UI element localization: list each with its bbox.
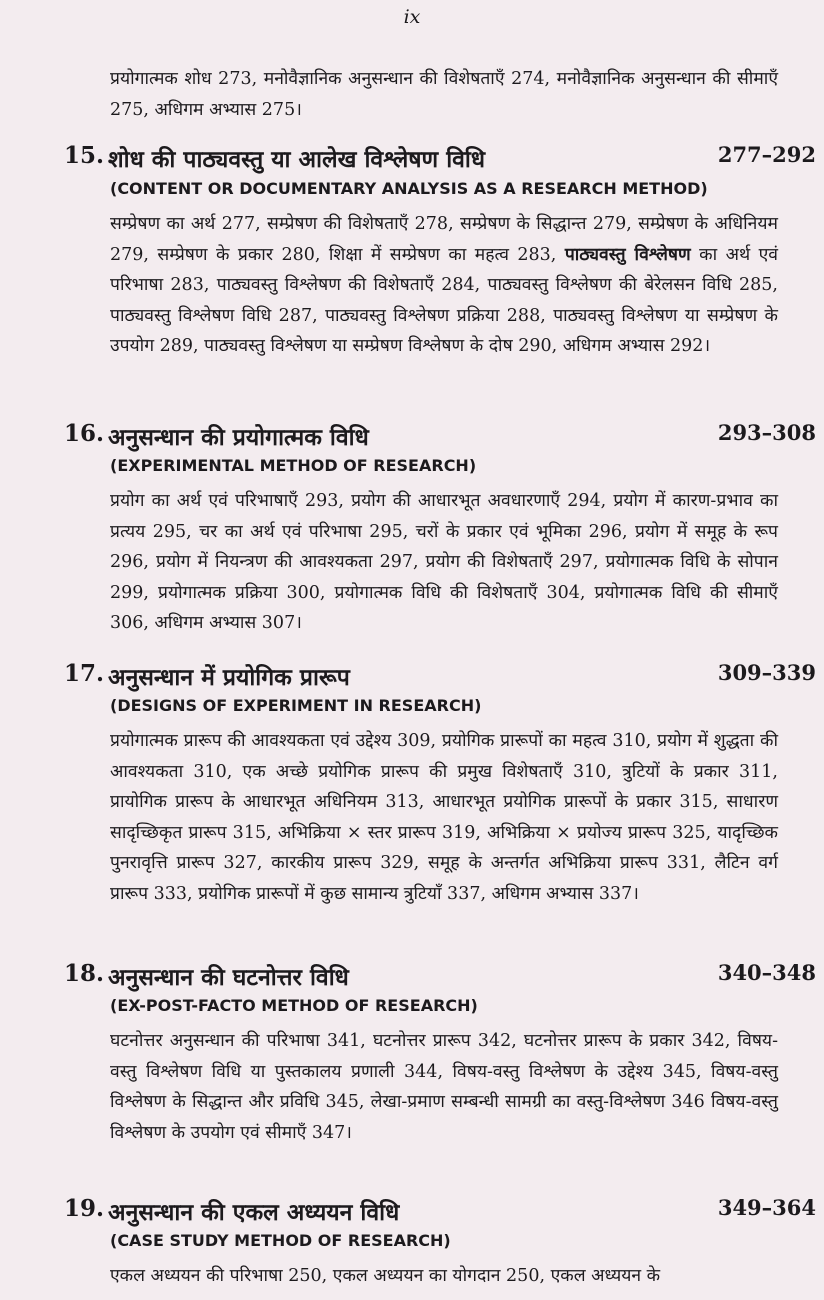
contents-text: सम्प्रेषण का अर्थ 277, सम्प्रेषण की विशेषताएँ 278, सम्प्रेषण के सिद्धान्त 279, सम्प्रेषण के अधिनियम 279, सम्प्रेषण के प्रकार 280, शिक्षा में सम्प्रेषण का महत्व 283, bbox=[110, 214, 778, 265]
contents-text: का अर्थ एवं परिभाषा 283, पाठ्यवस्तु विश्लेषण की विशेषताएँ 284, पाठ्यवस्तु विश्लेषण की बेरेलसन विधि 285, पाठ्यवस्तु विश्लेषण विधि 287, पाठ्यवस्तु विश्लेषण प्रक्रिया 288, पाठ्यवस्तु विश्लेषण या सम्प्रेषण के उपयोग 289, पाठ्यवस्तु विश्लेषण या सम्प्रेषण विश्लेषण के दोष 290, अधिगम अभ्यास 292। bbox=[110, 244, 778, 356]
chapter-17-heading bbox=[64, 660, 816, 694]
chapter-number: 18. bbox=[64, 960, 105, 987]
chapter-17-english-title: (DESIGNS OF EXPERIMENT IN RESEARCH) bbox=[110, 696, 482, 715]
chapter-title: अनुसन्धान की एकल अध्ययन विधि bbox=[108, 1199, 400, 1226]
chapter-page-range: 340–348 bbox=[717, 960, 816, 985]
chapter-title: अनुसन्धान में प्रयोगिक प्रारूप bbox=[108, 664, 350, 691]
chapter-18-heading bbox=[64, 960, 816, 994]
bold-term: पाठ्यवस्तु विश्लेषण bbox=[564, 244, 691, 265]
chapter-19-english-title: (CASE STUDY METHOD OF RESEARCH) bbox=[110, 1231, 451, 1250]
chapter-19-contents: एकल अध्ययन की परिभाषा 250, एकल अध्ययन का योगदान 250, एकल अध्ययन के bbox=[110, 1266, 661, 1286]
chapter-page-range: 309–339 bbox=[717, 660, 816, 685]
chapter-16-english-title: (EXPERIMENTAL METHOD OF RESEARCH) bbox=[110, 456, 477, 475]
chapter-title: शोध की पाठ्यवस्तु या आलेख विश्लेषण विधि bbox=[108, 146, 486, 173]
chapter-number: 17. bbox=[64, 660, 105, 687]
chapter-18-english-title: (EX-POST-FACTO METHOD OF RESEARCH) bbox=[110, 996, 478, 1015]
page-number: ix bbox=[403, 6, 421, 28]
chapter-17-contents: प्रयोगात्मक प्रारूप की आवश्यकता एवं उद्देश्य 309, प्रयोगिक प्रारूपों का महत्व 310, प्रयोग में शुद्धता की आवश्यकता 310, एक अच्छे प्रयोगिक प्रारूप की प्रमुख विशेषताएँ 310, त्रुटियों के प्रकार 311, प्रायोगिक प्रारूप के आधारभूत अधिनियम 313, आधारभूत प्रयोगिक प्रारूपों के प्रकार 315, साधारण सादृच्छिकृत प्रारूप 315, अभिक्रिया × स्तर प्रारूप 319, अभिक्रिया × प्रयोज्य प्रारूप 325, यादृच्छिक पुनरावृत्ति प्रारूप 327, कारकीय प्रारूप 329, समूह के अन्तर्गत अभिक्रिया प्रारूप 331, लैटिन वर्ग प्रारूप 333, प्रयोगिक प्रारूपों में कुछ सामान्य त्रुटियाँ 337, अधिगम अभ्यास 337। bbox=[110, 731, 778, 904]
chapter-19-heading bbox=[64, 1195, 816, 1229]
chapter-page-range: 349–364 bbox=[717, 1195, 816, 1220]
chapter-number: 19. bbox=[64, 1195, 105, 1222]
chapter-title: अनुसन्धान की प्रयोगात्मक विधि bbox=[108, 424, 369, 451]
intro-paragraph: प्रयोगात्मक शोध 273, मनोवैज्ञानिक अनुसन्धान की विशेषताएँ 274, मनोवैज्ञानिक अनुसन्धान की सीमाएँ 275, अधिगम अभ्यास 275। bbox=[110, 69, 778, 120]
chapter-18-contents: घटनोत्तर अनुसन्धान की परिभाषा 341, घटनोत्तर प्रारूप 342, घटनोत्तर प्रारूप के प्रकार 342, विषय-वस्तु विश्लेषण विधि या पुस्तकालय प्रणाली 344, विषय-वस्तु विश्लेषण के उद्देश्य 345, विषय-वस्तु विश्लेषण के सिद्धान्त और प्रविधि 345, लेखा-प्रमाण सम्बन्धी सामग्री का वस्तु-विश्लेषण 346 विषय-वस्तु विश्लेषण के उपयोग एवं सीमाएँ 347। bbox=[110, 1031, 778, 1143]
chapter-15-contents bbox=[110, 209, 778, 362]
chapter-number: 16. bbox=[64, 420, 105, 447]
chapter-page-range: 277–292 bbox=[717, 142, 816, 167]
chapter-16-contents: प्रयोग का अर्थ एवं परिभाषाएँ 293, प्रयोग की आधारभूत अवधारणाएँ 294, प्रयोग में कारण-प्रभाव का प्रत्यय 295, चर का अर्थ एवं परिभाषा 295, चरों के प्रकार एवं भूमिका 296, प्रयोग में समूह के रूप 296, प्रयोग में नियन्त्रण की आवश्यकता 297, प्रयोग की विशेषताएँ 297, प्रयोगात्मक विधि के सोपान 299, प्रयोगात्मक प्रक्रिया 300, प्रयोगात्मक विधि की विशेषताएँ 304, प्रयोगात्मक विधि की सीमाएँ 306, अधिगम अभ्यास 307। bbox=[110, 491, 778, 633]
chapter-15-heading bbox=[64, 142, 816, 176]
chapter-page-range: 293–308 bbox=[717, 420, 816, 445]
chapter-number: 15. bbox=[64, 142, 105, 169]
chapter-15-english-title: (CONTENT OR DOCUMENTARY ANALYSIS AS A RESEARCH METHOD) bbox=[110, 179, 708, 198]
chapter-16-heading bbox=[64, 420, 816, 454]
chapter-title: अनुसन्धान की घटनोत्तर विधि bbox=[108, 964, 349, 991]
